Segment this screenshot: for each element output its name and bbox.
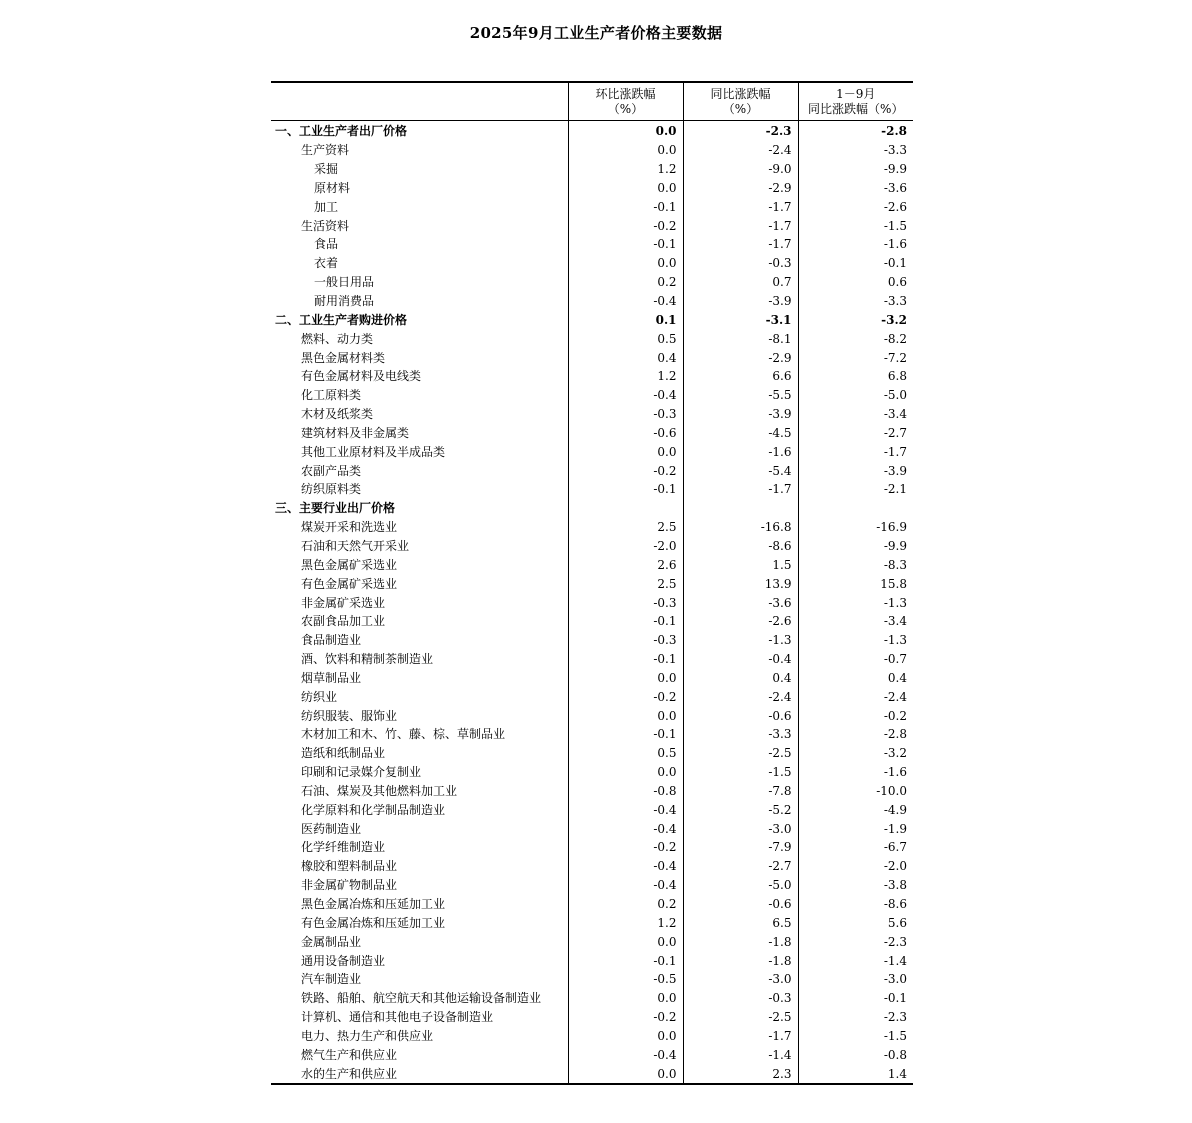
row-mom-value: -0.2: [568, 461, 683, 480]
row-ytd-value: -1.6: [798, 763, 913, 782]
row-label: 石油、煤炭及其他燃料加工业: [301, 783, 458, 798]
table-row: [271, 970, 913, 989]
row-label: 石油和天然气开采业: [301, 538, 410, 553]
row-yoy-value: -0.6: [683, 895, 798, 914]
header-mom-line2: （%）: [607, 101, 644, 116]
row-label: 金属制品业: [301, 934, 362, 949]
row-label: 建筑材料及非金属类: [301, 425, 410, 440]
row-mom-value: -0.4: [568, 819, 683, 838]
row-yoy-value: -0.3: [683, 254, 798, 273]
row-mom-value: -0.5: [568, 970, 683, 989]
row-mom-value: 0.0: [568, 932, 683, 951]
row-mom-value: 2.6: [568, 555, 683, 574]
row-yoy-value: -2.9: [683, 348, 798, 367]
row-ytd-value: -0.7: [798, 650, 913, 669]
row-ytd-value: 0.6: [798, 273, 913, 292]
row-yoy-value: -5.4: [683, 461, 798, 480]
row-ytd-value: -2.0: [798, 857, 913, 876]
table-row: [271, 800, 913, 819]
row-mom-value: -0.1: [568, 951, 683, 970]
row-yoy-value: -3.1: [683, 310, 798, 329]
row-mom-value: -0.6: [568, 424, 683, 443]
row-mom-value: 0.0: [568, 763, 683, 782]
row-label: 化学纤维制造业: [301, 840, 386, 855]
row-ytd-value: -2.4: [798, 687, 913, 706]
row-yoy-value: [683, 499, 798, 518]
table-row: [271, 631, 913, 650]
row-ytd-value: -0.1: [798, 989, 913, 1008]
header-mom-line1: 环比涨跌幅: [595, 86, 656, 101]
table-row: [271, 348, 913, 367]
row-ytd-value: -1.3: [798, 631, 913, 650]
header-mom: [568, 82, 683, 121]
section-row: [271, 121, 913, 141]
row-label: 黑色金属矿采选业: [301, 557, 398, 572]
table-row: [271, 668, 913, 687]
table-row: [271, 951, 913, 970]
table-row: [271, 235, 913, 254]
table-row: [271, 179, 913, 198]
row-mom-value: 2.5: [568, 518, 683, 537]
row-ytd-value: -3.0: [798, 970, 913, 989]
row-mom-value: 1.2: [568, 160, 683, 179]
table-row: [271, 537, 913, 556]
row-ytd-value: -0.2: [798, 706, 913, 725]
row-mom-value: 0.4: [568, 348, 683, 367]
row-label: 印刷和记录媒介复制业: [301, 765, 422, 780]
row-yoy-value: -1.7: [683, 197, 798, 216]
table-row: [271, 480, 913, 499]
row-mom-value: -0.4: [568, 386, 683, 405]
row-mom-value: 0.1: [568, 310, 683, 329]
table-row: [271, 424, 913, 443]
row-yoy-value: -1.7: [683, 235, 798, 254]
table-row: [271, 706, 913, 725]
row-ytd-value: -0.8: [798, 1045, 913, 1064]
row-label: 汽车制造业: [301, 972, 362, 987]
row-label: 化工原料类: [301, 388, 362, 403]
row-yoy-value: -7.8: [683, 782, 798, 801]
row-ytd-value: -9.9: [798, 537, 913, 556]
row-mom-value: 0.0: [568, 141, 683, 160]
row-yoy-value: 0.4: [683, 668, 798, 687]
row-mom-value: -0.2: [568, 1008, 683, 1027]
row-ytd-value: -1.3: [798, 593, 913, 612]
row-label: 二、工业生产者购进价格: [275, 312, 408, 327]
row-ytd-value: -2.8: [798, 121, 913, 141]
row-label: 衣着: [314, 256, 339, 271]
row-label: 生活资料: [301, 218, 350, 233]
row-mom-value: 0.2: [568, 273, 683, 292]
row-label: 燃气生产和供应业: [301, 1047, 398, 1062]
header-ytd-line2: 同比涨跌幅（%）: [808, 101, 904, 116]
row-label: 水的生产和供应业: [271, 1064, 568, 1084]
row-ytd-value: -1.9: [798, 819, 913, 838]
row-ytd-value: -0.1: [798, 254, 913, 273]
row-mom-value: 0.0: [568, 1064, 683, 1084]
row-ytd-value: -3.2: [798, 744, 913, 763]
row-ytd-value: -1.5: [798, 1027, 913, 1046]
table-row: [271, 442, 913, 461]
row-mom-value: 0.0: [568, 668, 683, 687]
row-mom-value: 0.0: [568, 254, 683, 273]
table-row: [271, 989, 913, 1008]
table-row: [271, 461, 913, 480]
row-yoy-value: 6.5: [683, 913, 798, 932]
row-label: 电力、热力生产和供应业: [301, 1028, 434, 1043]
row-yoy-value: -1.7: [683, 1027, 798, 1046]
row-label: 纺织业: [301, 689, 338, 704]
row-label: 木材加工和木、竹、藤、棕、草制品业: [301, 727, 506, 742]
row-label: 生产资料: [301, 143, 350, 158]
page-title: 2025年9月工业生产者价格主要数据: [469, 24, 723, 42]
row-ytd-value: -3.3: [798, 292, 913, 311]
row-label: 食品制造业: [301, 633, 362, 648]
row-label: 纺织原料类: [301, 482, 362, 497]
row-label: 计算机、通信和其他电子设备制造业: [301, 1010, 494, 1025]
section-row: [271, 499, 913, 518]
row-mom-value: -0.4: [568, 1045, 683, 1064]
row-mom-value: 0.0: [568, 179, 683, 198]
row-yoy-value: -1.7: [683, 480, 798, 499]
table-row: [271, 876, 913, 895]
row-label: 造纸和纸制品业: [301, 746, 386, 761]
row-yoy-value: -2.6: [683, 612, 798, 631]
row-ytd-value: -1.4: [798, 951, 913, 970]
row-label: 采掘: [314, 162, 339, 177]
row-mom-value: -0.1: [568, 725, 683, 744]
row-label: 原材料: [314, 180, 351, 195]
table-row: [271, 819, 913, 838]
table-row: [271, 197, 913, 216]
table-row: [271, 518, 913, 537]
row-yoy-value: -0.3: [683, 989, 798, 1008]
row-yoy-value: -3.0: [683, 819, 798, 838]
row-yoy-value: -8.1: [683, 329, 798, 348]
table-row: [271, 273, 913, 292]
row-label: 非金属矿物制品业: [301, 878, 398, 893]
row-yoy-value: -0.6: [683, 706, 798, 725]
row-yoy-value: -0.4: [683, 650, 798, 669]
row-mom-value: 0.0: [568, 442, 683, 461]
section-row: [271, 310, 913, 329]
row-ytd-value: -3.8: [798, 876, 913, 895]
row-label: 通用设备制造业: [301, 953, 386, 968]
row-label: 燃料、动力类: [301, 331, 374, 346]
row-yoy-value: -2.4: [683, 687, 798, 706]
table-row: [271, 141, 913, 160]
row-yoy-value: 13.9: [683, 574, 798, 593]
row-ytd-value: -1.5: [798, 216, 913, 235]
row-yoy-value: -1.4: [683, 1045, 798, 1064]
row-ytd-value: -1.6: [798, 235, 913, 254]
row-label: 化学原料和化学制品制造业: [301, 802, 446, 817]
row-yoy-value: 2.3: [683, 1064, 798, 1084]
row-ytd-value: -6.7: [798, 838, 913, 857]
row-label: 食品: [314, 237, 339, 252]
row-mom-value: -0.4: [568, 876, 683, 895]
table-row: [271, 763, 913, 782]
row-ytd-value: 5.6: [798, 913, 913, 932]
row-ytd-value: -10.0: [798, 782, 913, 801]
row-mom-value: 0.0: [568, 121, 683, 141]
row-ytd-value: -2.7: [798, 424, 913, 443]
row-label: 耐用消费品: [314, 294, 375, 309]
header-ytd: [798, 82, 913, 121]
table-row: [271, 687, 913, 706]
table-row: [271, 216, 913, 235]
row-label: 木材及纸浆类: [301, 407, 374, 422]
row-yoy-value: -7.9: [683, 838, 798, 857]
row-mom-value: 0.0: [568, 1027, 683, 1046]
row-label: 农副食品加工业: [301, 614, 386, 629]
table-row: [271, 574, 913, 593]
row-ytd-value: -2.8: [798, 725, 913, 744]
row-ytd-value: -7.2: [798, 348, 913, 367]
row-yoy-value: -2.5: [683, 744, 798, 763]
row-yoy-value: -5.0: [683, 876, 798, 895]
row-mom-value: -0.4: [568, 800, 683, 819]
table-row: [271, 932, 913, 951]
row-yoy-value: -1.5: [683, 763, 798, 782]
row-label: 其他工业原材料及半成品类: [301, 444, 446, 459]
row-mom-value: -0.2: [568, 687, 683, 706]
row-ytd-value: -2.1: [798, 480, 913, 499]
row-label: 有色金属材料及电线类: [301, 369, 422, 384]
row-label: 烟草制品业: [301, 670, 362, 685]
row-yoy-value: -3.3: [683, 725, 798, 744]
row-yoy-value: -1.7: [683, 216, 798, 235]
row-mom-value: -0.3: [568, 593, 683, 612]
row-ytd-value: -9.9: [798, 160, 913, 179]
row-label: 农副产品类: [301, 463, 362, 478]
table-row: [271, 367, 913, 386]
row-yoy-value: 1.5: [683, 555, 798, 574]
row-yoy-value: -16.8: [683, 518, 798, 537]
table-row: [271, 725, 913, 744]
row-ytd-value: 0.4: [798, 668, 913, 687]
row-label: 有色金属矿采选业: [301, 576, 398, 591]
row-yoy-value: -2.5: [683, 1008, 798, 1027]
row-ytd-value: [798, 499, 913, 518]
row-yoy-value: -4.5: [683, 424, 798, 443]
row-ytd-value: -5.0: [798, 386, 913, 405]
row-ytd-value: -4.9: [798, 800, 913, 819]
row-mom-value: 0.5: [568, 329, 683, 348]
row-yoy-value: -5.2: [683, 800, 798, 819]
table-row: [271, 254, 913, 273]
row-ytd-value: -2.6: [798, 197, 913, 216]
row-mom-value: 2.5: [568, 574, 683, 593]
row-label: 三、主要行业出厂价格: [275, 501, 396, 516]
row-ytd-value: -3.4: [798, 612, 913, 631]
row-mom-value: [568, 499, 683, 518]
row-yoy-value: -3.9: [683, 405, 798, 424]
row-label: 纺织服装、服饰业: [301, 708, 398, 723]
row-mom-value: -0.4: [568, 857, 683, 876]
row-ytd-value: -8.2: [798, 329, 913, 348]
row-label: 橡胶和塑料制品业: [301, 859, 398, 874]
table-row: [271, 329, 913, 348]
table-row: [271, 1008, 913, 1027]
table-row: [271, 782, 913, 801]
row-yoy-value: -1.8: [683, 951, 798, 970]
row-label: 非金属矿采选业: [301, 595, 386, 610]
row-ytd-value: -16.9: [798, 518, 913, 537]
table-row: [271, 744, 913, 763]
table-row: [271, 405, 913, 424]
row-label: 黑色金属冶炼和压延加工业: [301, 897, 446, 912]
table-row: [271, 857, 913, 876]
row-yoy-value: 6.6: [683, 367, 798, 386]
row-label: 一般日用品: [314, 275, 375, 290]
row-mom-value: 1.2: [568, 367, 683, 386]
row-ytd-value: -2.3: [798, 1008, 913, 1027]
table-row: [271, 1064, 913, 1084]
row-ytd-value: -3.6: [798, 179, 913, 198]
row-ytd-value: -2.3: [798, 932, 913, 951]
row-yoy-value: -8.6: [683, 537, 798, 556]
row-mom-value: -0.8: [568, 782, 683, 801]
row-label: 酒、饮料和精制茶制造业: [301, 652, 434, 667]
row-mom-value: -0.2: [568, 838, 683, 857]
row-mom-value: 0.5: [568, 744, 683, 763]
row-ytd-value: -3.9: [798, 461, 913, 480]
row-ytd-value: -8.3: [798, 555, 913, 574]
row-label: 煤炭开采和洗选业: [301, 520, 398, 535]
row-ytd-value: -1.7: [798, 442, 913, 461]
row-mom-value: -2.0: [568, 537, 683, 556]
table-row: [271, 895, 913, 914]
row-ytd-value: 1.4: [798, 1064, 913, 1084]
row-yoy-value: -1.3: [683, 631, 798, 650]
row-ytd-value: -8.6: [798, 895, 913, 914]
row-yoy-value: -2.4: [683, 141, 798, 160]
row-yoy-value: 0.7: [683, 273, 798, 292]
header-yoy: [683, 82, 798, 121]
row-mom-value: 1.2: [568, 913, 683, 932]
row-label: 黑色金属材料类: [301, 350, 386, 365]
row-yoy-value: -5.5: [683, 386, 798, 405]
row-label: 有色金属冶炼和压延加工业: [301, 915, 446, 930]
row-mom-value: -0.3: [568, 405, 683, 424]
header-yoy-line2: （%）: [722, 101, 759, 116]
row-label: 一、工业生产者出厂价格: [275, 124, 408, 139]
row-mom-value: -0.4: [568, 292, 683, 311]
row-ytd-value: -3.2: [798, 310, 913, 329]
row-label: 加工: [314, 199, 339, 214]
row-mom-value: -0.1: [568, 197, 683, 216]
table-header-row: [271, 82, 913, 121]
table-row: [271, 913, 913, 932]
table-row: [271, 292, 913, 311]
table-row: [271, 650, 913, 669]
row-mom-value: -0.3: [568, 631, 683, 650]
table-row: [271, 838, 913, 857]
row-ytd-value: 6.8: [798, 367, 913, 386]
table-row: [271, 555, 913, 574]
table-row: [271, 386, 913, 405]
row-mom-value: 0.2: [568, 895, 683, 914]
header-yoy-line1: 同比涨跌幅: [710, 86, 771, 101]
row-mom-value: -0.2: [568, 216, 683, 235]
row-yoy-value: -2.3: [683, 121, 798, 141]
row-yoy-value: -3.9: [683, 292, 798, 311]
row-label: 医药制造业: [301, 821, 362, 836]
row-yoy-value: -3.6: [683, 593, 798, 612]
row-ytd-value: -3.4: [798, 405, 913, 424]
row-mom-value: -0.1: [568, 650, 683, 669]
row-yoy-value: -1.6: [683, 442, 798, 461]
table-body: [271, 121, 913, 1085]
row-mom-value: 0.0: [568, 706, 683, 725]
row-ytd-value: 15.8: [798, 574, 913, 593]
table-row: [271, 612, 913, 631]
row-mom-value: -0.1: [568, 480, 683, 499]
row-yoy-value: -2.7: [683, 857, 798, 876]
price-data-table: [271, 81, 913, 1085]
row-ytd-value: -3.3: [798, 141, 913, 160]
row-yoy-value: -9.0: [683, 160, 798, 179]
table-row: [271, 1027, 913, 1046]
header-ytd-line1: 1－9月: [836, 86, 876, 101]
row-yoy-value: -2.9: [683, 179, 798, 198]
header-label: [271, 82, 568, 121]
table-row: [271, 593, 913, 612]
row-yoy-value: -1.8: [683, 932, 798, 951]
table-row: [271, 1045, 913, 1064]
row-yoy-value: -3.0: [683, 970, 798, 989]
row-mom-value: -0.1: [568, 612, 683, 631]
row-label: 铁路、船舶、航空航天和其他运输设备制造业: [301, 991, 542, 1006]
row-mom-value: -0.1: [568, 235, 683, 254]
row-mom-value: 0.0: [568, 989, 683, 1008]
table-row: [271, 160, 913, 179]
